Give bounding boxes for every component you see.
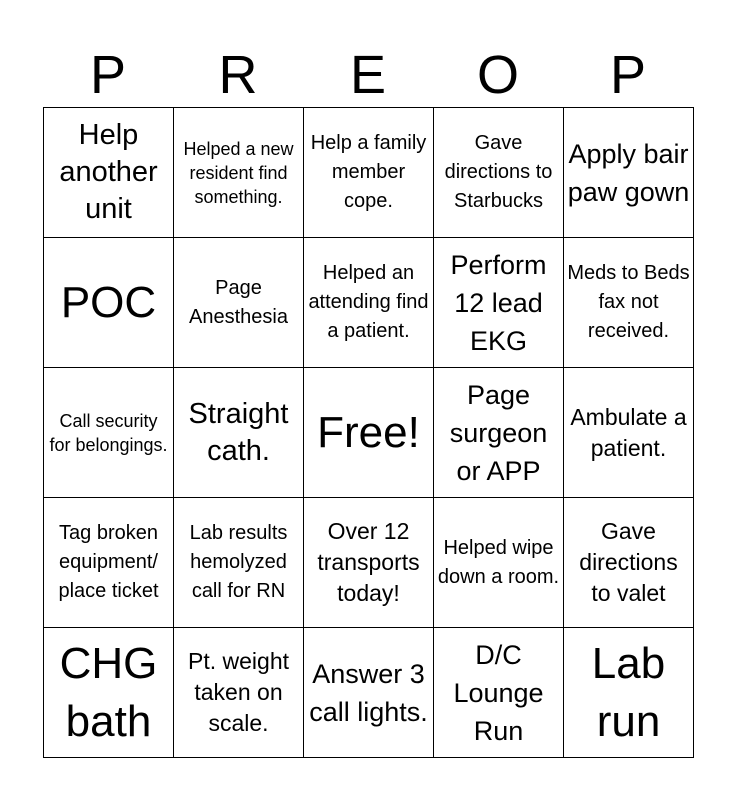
board-row-2: [44, 238, 694, 368]
cell-text: Helped wipe down a room.: [437, 536, 560, 588]
bingo-cell[interactable]: [434, 368, 564, 498]
cell-text: Page surgeon or APP: [449, 379, 548, 486]
bingo-cell[interactable]: [174, 498, 304, 628]
board-row-5: [44, 628, 694, 758]
cell-text: Call security for belongings.: [49, 410, 168, 455]
bingo-cell[interactable]: [44, 368, 174, 498]
cell-text: Page Anesthesia: [189, 276, 288, 328]
cell-text: Gave directions to valet: [579, 518, 678, 606]
free-space-cell[interactable]: [304, 368, 434, 498]
bingo-cell[interactable]: [304, 108, 434, 238]
cell-text: Gave directions to Starbucks: [444, 132, 553, 212]
cell-text: POC: [60, 277, 157, 327]
bingo-cell[interactable]: [564, 498, 694, 628]
bingo-cell[interactable]: [434, 498, 564, 628]
cell-text: Perform 12 lead EKG: [450, 249, 547, 356]
bingo-cell[interactable]: [174, 108, 304, 238]
bingo-cell[interactable]: [304, 238, 434, 368]
header-letter-r: R: [218, 45, 258, 105]
bingo-cell[interactable]: [434, 628, 564, 758]
cell-text: Straight cath.: [188, 397, 289, 467]
header-letter-e: E: [349, 45, 387, 105]
bingo-cell[interactable]: [174, 628, 304, 758]
cell-text: D/C Lounge Run: [453, 639, 544, 746]
cell-text: Lab results hemolyzed call for RN: [189, 522, 288, 602]
header-letter-p2: P: [609, 45, 647, 105]
cell-text: Apply bair paw gown: [567, 138, 690, 207]
board-row-4: [44, 498, 694, 628]
bingo-cell[interactable]: [434, 238, 564, 368]
cell-text: Lab run: [591, 638, 666, 746]
board-row-1: [44, 108, 694, 238]
bingo-cell[interactable]: [564, 238, 694, 368]
bingo-cell[interactable]: [564, 368, 694, 498]
bingo-cell[interactable]: [174, 368, 304, 498]
bingo-board: [43, 107, 694, 758]
cell-text: Helped a new resident find something.: [183, 138, 294, 207]
bingo-cell[interactable]: [564, 108, 694, 238]
bingo-cell[interactable]: [304, 498, 434, 628]
bingo-cell[interactable]: [434, 108, 564, 238]
bingo-cell[interactable]: [44, 498, 174, 628]
cell-text: Answer 3 call lights.: [309, 658, 428, 727]
bingo-cell[interactable]: [44, 628, 174, 758]
header-letter-p: P: [89, 45, 127, 105]
bingo-cell[interactable]: [564, 628, 694, 758]
cell-text: Meds to Beds fax not received.: [567, 262, 690, 342]
cell-text: CHG bath: [59, 638, 158, 746]
bingo-cell[interactable]: [44, 238, 174, 368]
cell-text: Ambulate a patient.: [570, 403, 687, 461]
bingo-cell[interactable]: [44, 108, 174, 238]
cell-text: Help another unit: [59, 119, 158, 225]
cell-text: Over 12 transports today!: [317, 518, 420, 606]
cell-text: Pt. weight taken on scale.: [188, 648, 289, 736]
cell-text: Free!: [317, 407, 420, 457]
header-letter-o: O: [476, 45, 519, 105]
bingo-cell[interactable]: [304, 628, 434, 758]
bingo-header: [43, 40, 693, 110]
bingo-cell[interactable]: [174, 238, 304, 368]
cell-text: Helped an attending find a patient.: [308, 262, 429, 342]
cell-text: Tag broken equipment/ place ticket: [58, 522, 159, 602]
board-row-3: [44, 368, 694, 498]
cell-text: Help a family member cope.: [310, 132, 427, 212]
